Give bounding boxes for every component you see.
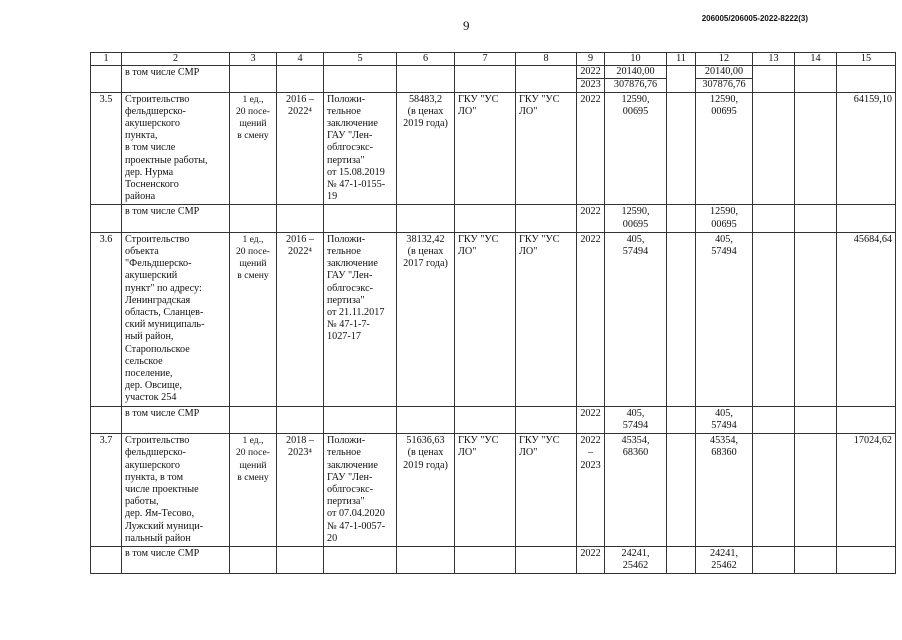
executor-cell: ГКУ "УС ЛО" xyxy=(516,92,577,205)
expertise-cell: Положи- тельное заключение ГАУ "Лен- облгосэкс- пертиза" от 15.08.2019 № 47-1-0155- 19 xyxy=(324,92,397,205)
value-cell: 24241, 25462 xyxy=(605,546,667,573)
value-cell: 307876,76 xyxy=(696,79,753,92)
value-cell: 405, 57494 xyxy=(605,232,667,406)
row-number: 3.5 xyxy=(91,92,122,205)
col-header-12: 12 xyxy=(696,53,753,66)
col-header-10: 10 xyxy=(605,53,667,66)
year-cell: 2022 xyxy=(577,546,605,573)
executor-cell: ГКУ "УС ЛО" xyxy=(516,232,577,406)
value-cell: 12590, 00695 xyxy=(605,92,667,205)
col-header-9: 9 xyxy=(577,53,605,66)
year-cell: 2022 – 2023 xyxy=(577,434,605,547)
row-number: 3.7 xyxy=(91,434,122,547)
col-header-11: 11 xyxy=(667,53,696,66)
value-cell: 20140,00 xyxy=(696,66,753,79)
col-header-1: 1 xyxy=(91,53,122,66)
value-cell: 12590, 00695 xyxy=(605,205,667,232)
document-id: 206005/206005-2022-8222(3) xyxy=(701,14,808,23)
sub-row-label: в том числе СМР xyxy=(122,546,230,573)
expertise-cell: Положи- тельное заключение ГАУ "Лен- облгосэкс- пертиза" от 21.11.2017 № 47-1-7- 1027-17 xyxy=(324,232,397,406)
object-name: Строительство фельдшерско- акушерского пункта, в том числе проектные работы, дер. Ям-Тесово, Лужский муници- пальный район xyxy=(122,434,230,547)
col-header-3: 3 xyxy=(230,53,277,66)
col-header-14: 14 xyxy=(795,53,837,66)
sub-row-label: в том числе СМР xyxy=(122,205,230,232)
capacity-cell: 1 ед., 20 посе- щений в смену xyxy=(230,92,277,205)
year-cell: 2022 xyxy=(577,406,605,433)
cost-cell: 38132,42 (в ценах 2017 года) xyxy=(397,232,455,406)
capacity-cell: 1 ед., 20 посе- щений в смену xyxy=(230,232,277,406)
cost-cell: 58483,2 (в ценах 2019 года) xyxy=(397,92,455,205)
year-cell: 2022 xyxy=(577,92,605,205)
col-header-8: 8 xyxy=(516,53,577,66)
total-cell: 45684,64 xyxy=(837,232,896,406)
object-name: Строительство фельдшерско- акушерского пункта, в том числе проектные работы, дер. Нурма Тосненского района xyxy=(122,92,230,205)
year-cell: 2023 xyxy=(577,79,605,92)
value-cell: 405, 57494 xyxy=(605,406,667,433)
program-table xyxy=(90,52,896,574)
year-cell: 2022 xyxy=(577,66,605,79)
value-cell: 307876,76 xyxy=(605,79,667,92)
capacity-cell: 1 ед., 20 посе- щений в смену xyxy=(230,434,277,547)
value-cell: 12590, 00695 xyxy=(696,205,753,232)
column-number-row xyxy=(91,53,896,66)
period-cell: 2016 – 2022⁴ xyxy=(277,92,324,205)
object-name: Строительство объекта "Фельдшерско- акушерский пункт" по адресу: Ленинградская область, Сланцев- ский муниципаль- ный район, Старопольское сельское поселение, дер. Овсище, участок 254 xyxy=(122,232,230,406)
row-number: 3.6 xyxy=(91,232,122,406)
value-cell: 12590, 00695 xyxy=(696,92,753,205)
table-row xyxy=(91,546,896,573)
customer-cell: ГКУ "УС ЛО" xyxy=(455,232,516,406)
customer-cell: ГКУ "УС ЛО" xyxy=(455,92,516,205)
period-cell: 2016 – 2022⁴ xyxy=(277,232,324,406)
value-cell: 405, 57494 xyxy=(696,406,753,433)
table-row xyxy=(91,205,896,232)
value-cell: 405, 57494 xyxy=(696,232,753,406)
table-row xyxy=(91,434,896,547)
table-row xyxy=(91,232,896,406)
year-cell: 2022 xyxy=(577,205,605,232)
col-header-15: 15 xyxy=(837,53,896,66)
value-cell: 45354, 68360 xyxy=(696,434,753,547)
col-header-2: 2 xyxy=(122,53,230,66)
value-cell: 24241, 25462 xyxy=(696,546,753,573)
executor-cell: ГКУ "УС ЛО" xyxy=(516,434,577,547)
value-cell: 20140,00 xyxy=(605,66,667,79)
col-header-5: 5 xyxy=(324,53,397,66)
total-cell: 64159,10 xyxy=(837,92,896,205)
total-cell: 17024,62 xyxy=(837,434,896,547)
cost-cell: 51636,63 (в ценах 2019 года) xyxy=(397,434,455,547)
col-header-4: 4 xyxy=(277,53,324,66)
col-header-6: 6 xyxy=(397,53,455,66)
table-row xyxy=(91,406,896,433)
period-cell: 2018 – 2023⁴ xyxy=(277,434,324,547)
table-row xyxy=(91,92,896,205)
customer-cell: ГКУ "УС ЛО" xyxy=(455,434,516,547)
sub-row-label: в том числе СМР xyxy=(122,66,230,92)
table-row xyxy=(91,66,896,79)
page-number: 9 xyxy=(463,18,470,33)
value-cell: 45354, 68360 xyxy=(605,434,667,547)
col-header-7: 7 xyxy=(455,53,516,66)
year-cell: 2022 xyxy=(577,232,605,406)
col-header-13: 13 xyxy=(753,53,795,66)
sub-row-label: в том числе СМР xyxy=(122,406,230,433)
expertise-cell: Положи- тельное заключение ГАУ "Лен- облгосэкс- пертиза" от 07.04.2020 № 47-1-0057- 20 xyxy=(324,434,397,547)
